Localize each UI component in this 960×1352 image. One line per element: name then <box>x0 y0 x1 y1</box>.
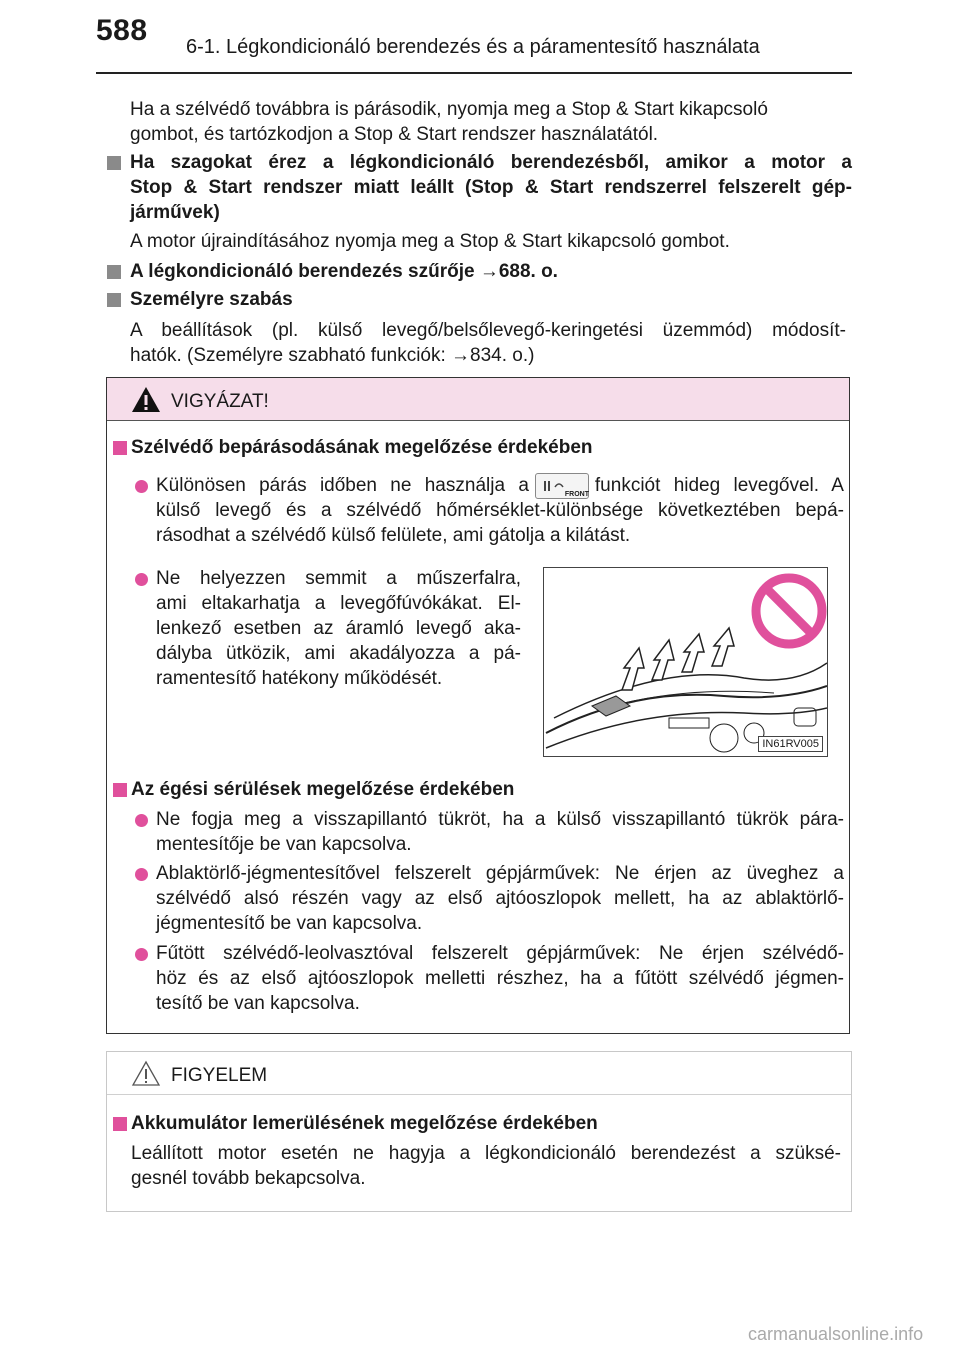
bullet-line: rásodhat a szélvédő külső felülete, ami gátolja a kilátást. <box>156 525 631 546</box>
bullet-dot <box>135 814 148 827</box>
prohibition-icon <box>756 578 822 644</box>
subsection-marker <box>113 783 127 797</box>
header-rule <box>96 72 852 74</box>
figure-code: IN61RV005 <box>758 736 823 752</box>
bullet-dot <box>135 573 148 586</box>
page-number: 588 <box>96 14 148 47</box>
notice-header <box>107 1052 851 1095</box>
warning-label: VIGYÁZAT! <box>171 391 269 412</box>
section-title: járművek) <box>130 202 220 223</box>
bullet-line: jégmentesítő be van kapcsolva. <box>156 913 423 934</box>
bullet-text: funkciót hideg levegővel. A <box>594 475 844 497</box>
section-title: Ha szagokat érez a légkondicionáló berendezésből, amikor a motor a <box>130 152 852 173</box>
bullet-line <box>156 473 844 499</box>
notice-text: Leállított motor esetén ne hagyja a légkondicionáló berendezést a szüksé- <box>131 1143 841 1164</box>
caution-triangle-icon <box>131 1060 161 1087</box>
bullet-line: Ablaktörlő-jégmentesítővel felszerelt gépjárművek: Ne érjen az üveghez a <box>156 863 844 884</box>
bullet-line: ami eltakarhatja a levegőfúvókákat. El- <box>156 593 521 614</box>
bullet-line: Ne fogja meg a visszapillantó tükröt, ha a külső visszapillantó tükrök pára- <box>156 809 844 830</box>
button-caption: FRONT <box>564 491 590 498</box>
bullet-line: ramentesítő hatékony működését. <box>156 668 443 689</box>
section-title: Stop & Start rendszer miatt leállt (Stop & Start rendszerrel felszerelt gép- <box>130 177 852 198</box>
section-text: hatók. (Személyre szabható funkciók: →834. o.) <box>130 345 535 366</box>
subsection-title: Az égési sérülések megelőzése érdekében <box>131 779 515 800</box>
bullet-dot <box>135 868 148 881</box>
bullet-dot <box>135 948 148 961</box>
bullet-line: höz és az első ajtóoszlopok melletti részhez, ha a fűtött szélvédő jégmen- <box>156 968 844 989</box>
bullet-line: dályba ütközik, ami akadályozza a pá- <box>156 643 521 664</box>
section-marker <box>107 156 121 170</box>
dashboard-drawing <box>544 568 828 757</box>
notice-label: FIGYELEM <box>171 1065 268 1086</box>
subsection-marker <box>113 441 127 455</box>
intro-line: Ha a szélvédő továbbra is párásodik, nyomja meg a Stop & Start kikapcsoló <box>130 99 768 120</box>
watermark: carmanualsonline.info <box>748 1324 924 1344</box>
chapter-title: 6-1. Légkondicionáló berendezés és a páramentesítő használata <box>186 36 760 58</box>
subsection-title: Szélvédő bepárásodásának megelőzése érdekében <box>131 437 593 458</box>
notice-box <box>106 1051 852 1212</box>
dashboard-illustration <box>543 567 828 757</box>
section-text: A motor újraindításához nyomja meg a Stop & Start kikapcsoló gombot. <box>130 231 730 252</box>
section-title: Személyre szabás <box>130 289 293 310</box>
bullet-line: mentesítője be van kapcsolva. <box>156 834 412 855</box>
intro-line: gombot, és tartózkodjon a Stop & Start rendszer használatától. <box>130 124 659 145</box>
bullet-dot <box>135 480 148 493</box>
notice-text: gesnél tovább bekapcsolva. <box>131 1168 366 1189</box>
bullet-line: külső levegő és a szélvédő hőmérséklet-különbsége következtében bepá- <box>156 500 844 521</box>
bullet-line: szélvédő alsó részén vagy az első ajtóoszlopok mellett, ha az ablaktörlő- <box>156 888 844 909</box>
bullet-line: tesítő be van kapcsolva. <box>156 993 360 1014</box>
bullet-text: Különösen párás időben ne használja a <box>156 475 529 497</box>
bullet-line: lenkező esetben az áramló levegő aka- <box>156 618 521 639</box>
section-text: A beállítások (pl. külső levegő/belsőlevegő-keringetési üzemmód) módosít- <box>130 320 846 341</box>
section-title-link[interactable]: A légkondicionáló berendezés szűrője →688. o. <box>130 261 558 282</box>
section-marker <box>107 293 121 307</box>
bullet-line: Fűtött szélvédő-leolvasztóval felszerelt gépjárművek: Ne érjen szélvédő- <box>156 943 844 964</box>
front-defroster-button-icon <box>535 473 589 499</box>
subsection-title: Akkumulátor lemerülésének megelőzése érdekében <box>131 1113 598 1134</box>
bullet-line: Ne helyezzen semmit a műszerfalra, <box>156 568 521 589</box>
warning-header <box>107 378 849 421</box>
subsection-marker <box>113 1117 127 1131</box>
section-marker <box>107 265 121 279</box>
warning-triangle-icon <box>131 386 161 413</box>
